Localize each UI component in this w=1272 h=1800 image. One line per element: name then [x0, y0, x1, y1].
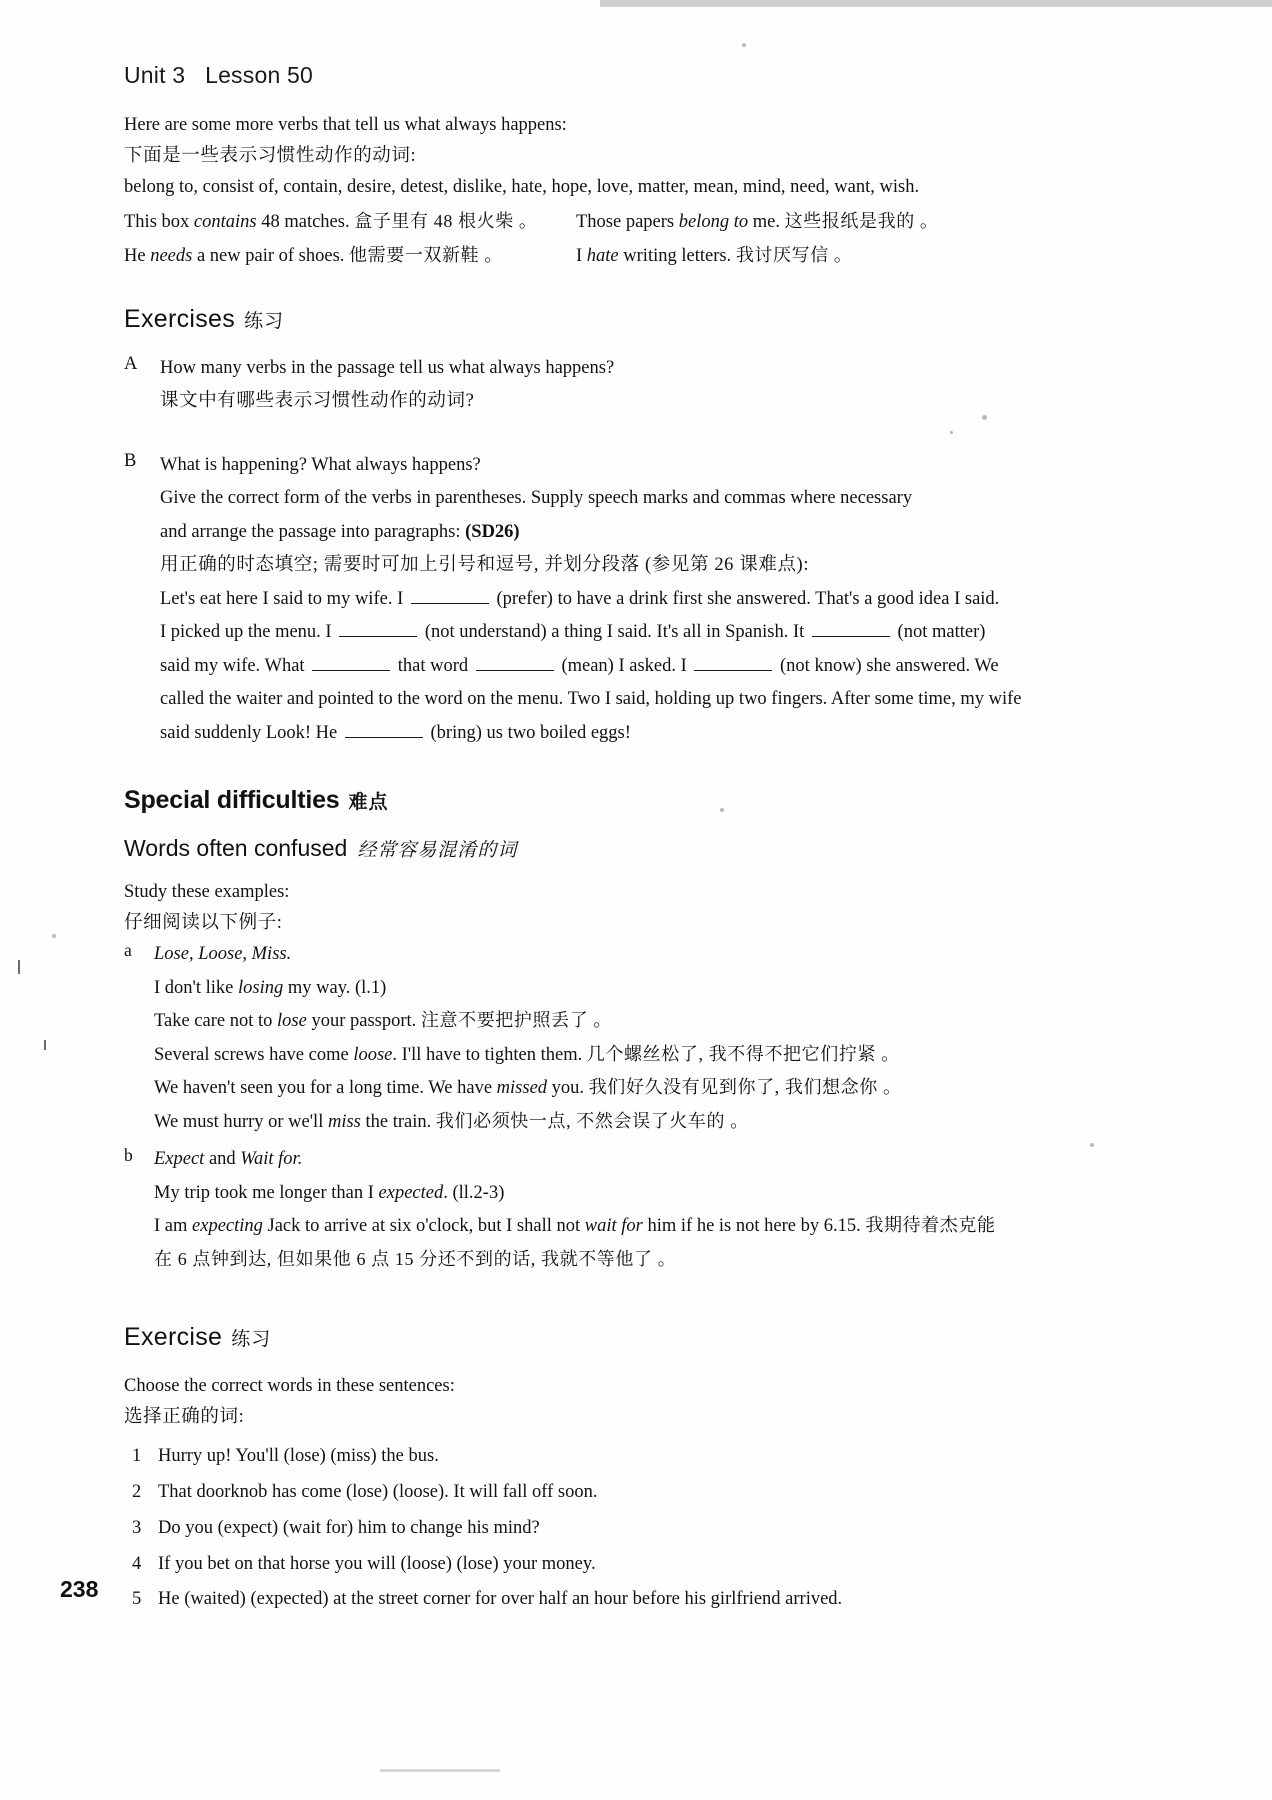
scan-speck-5: [1090, 1143, 1094, 1147]
exercise-question: [124, 1551, 1054, 1579]
cloze-text: (bring) us two boiled eggs!: [425, 722, 631, 743]
sentence-emphasis: expected: [378, 1182, 444, 1203]
words-often-confused-cn: 经常容易混淆的词: [357, 840, 518, 862]
cloze-text: (not matter): [892, 622, 986, 643]
question-text: That doorknob has come (lose) (loose). It will fall off soon.: [158, 1482, 598, 1503]
question-text: Do you (expect) (wait for) him to change his mind?: [158, 1517, 540, 1538]
sentence-text: We must hurry or we'll: [154, 1111, 328, 1132]
scan-artifact-bottom-edge: [380, 1769, 500, 1772]
example-sentence: [154, 1212, 1054, 1240]
cloze-blank[interactable]: [812, 621, 890, 638]
scan-artifact-top-edge: [600, 0, 1272, 7]
page-number: 238: [60, 1576, 99, 1602]
cloze-text: said suddenly Look! He: [160, 722, 342, 743]
example-translation: 我讨厌写信 。: [735, 245, 853, 266]
group-title-emphasis: Expect: [154, 1149, 205, 1170]
exercise-heading-cn: 练习: [231, 1329, 272, 1351]
sentence-text: Several screws have come: [154, 1044, 354, 1065]
sentence-emphasis: expecting: [192, 1216, 263, 1237]
example-translation: 他需要一双新鞋 。: [349, 245, 503, 266]
exercises-heading-cn: 练习: [244, 310, 285, 332]
exercise-question: [124, 1479, 1054, 1507]
group-title-emphasis: Lose, Loose, Miss.: [154, 944, 292, 965]
sentence-translation: 我期待着杰克能: [865, 1215, 996, 1236]
exercise-b-instruction-line2: [160, 518, 1054, 546]
group-title-text: and: [204, 1149, 241, 1170]
question-text: He (waited) (expected) at the street corner for over half an hour before his girlfriend arrived.: [158, 1589, 843, 1610]
cloze-text: said my wife. What: [160, 655, 310, 676]
example-text: He: [124, 246, 151, 267]
example-right-1: [576, 208, 1054, 237]
sentence-text: . (ll.2-3): [443, 1182, 505, 1203]
cloze-text: (not know) she answered. We: [775, 655, 999, 676]
sentence-emphasis: loose: [353, 1044, 393, 1065]
cloze-blank[interactable]: [312, 654, 390, 671]
sentence-text: We haven't seen you for a long time. We have: [154, 1078, 497, 1099]
group-marker: b: [124, 1145, 133, 1166]
example-sentence: [154, 1007, 1054, 1035]
example-sentence: [154, 1246, 1054, 1274]
exercise-question: [124, 1443, 1054, 1471]
exercises-heading-en: Exercises: [124, 304, 236, 333]
verb-list: belong to, consist of, contain, desire, detest, dislike, hate, hope, love, matter, mean, mind, need, want, wish.: [124, 177, 920, 198]
group-title: [154, 940, 1054, 968]
exercise-b-chinese: 用正确的时态填空; 需要时可加上引号和逗号, 并划分段落 (参见第 26 课难点):: [160, 555, 810, 576]
sentence-text: I am: [154, 1216, 193, 1237]
example-sentence: [154, 1179, 1054, 1207]
cloze-text: (not understand) a thing I said. It's all in Spanish. It: [420, 622, 809, 643]
example-translation: 盒子里有 48 根火柴 。: [354, 211, 538, 232]
cloze-line: [160, 652, 1054, 680]
instruction-text: and arrange the passage into paragraphs:: [160, 521, 466, 542]
exercise-heading-en: Exercise: [124, 1323, 223, 1352]
sentence-text: your passport.: [306, 1011, 421, 1032]
sentence-text: My trip took me longer than I: [154, 1182, 379, 1203]
example-sentence: [154, 1041, 1054, 1069]
sentence-emphasis: miss: [327, 1111, 361, 1132]
exercise-marker-a: A: [124, 353, 138, 374]
sentence-text: him if he is not here by 6.15.: [642, 1216, 866, 1237]
exercise-heading: [124, 1323, 1054, 1352]
example-text: This box: [124, 212, 194, 233]
lesson-label: Lesson 50: [205, 62, 314, 88]
example-left-1: [124, 208, 576, 237]
question-number: 4: [132, 1553, 142, 1574]
sentence-translation: 我们好久没有见到你了, 我们想念你 。: [588, 1077, 902, 1098]
sentence-emphasis: missed: [496, 1078, 548, 1099]
exercise-b-question: What is happening? What always happens?: [160, 454, 481, 475]
example-translation: 这些报纸是我的 。: [784, 211, 939, 232]
example-text: I: [576, 246, 587, 267]
sentence-text: the train.: [360, 1111, 436, 1132]
exercise-item-b: [124, 451, 1054, 752]
page-header: [124, 62, 1054, 89]
group-marker: a: [124, 940, 132, 961]
example-text: writing letters.: [618, 246, 736, 267]
page-content: [124, 62, 1054, 1622]
cloze-blank[interactable]: [476, 654, 554, 671]
example-text: Those papers: [576, 212, 679, 233]
scan-speck-1: [742, 43, 746, 47]
example-row-1: [124, 208, 1054, 237]
sentence-translation: 我们必须快一点, 不然会误了火车的 。: [435, 1110, 749, 1131]
confused-word-group: [124, 940, 1054, 1141]
cloze-line: [160, 719, 1054, 747]
intro-english: Here are some more verbs that tell us what always happens:: [124, 115, 567, 135]
question-number: 5: [132, 1589, 142, 1610]
group-title-emphasis: Wait for.: [240, 1149, 303, 1170]
intro-chinese: 下面是一些表示习惯性动作的动词:: [124, 146, 417, 167]
cloze-line: [160, 585, 1054, 613]
example-emphasis: needs: [150, 246, 193, 267]
exercise-instruction-chinese: 选择正确的词:: [124, 1407, 245, 1428]
exercise-item-a: [124, 354, 1054, 421]
exercise-body-a: [160, 354, 1054, 421]
exercise-instruction-english: Choose the correct words in these sentences:: [124, 1376, 455, 1397]
sentence-text: Jack to arrive at six o'clock, but I shall not: [262, 1216, 585, 1237]
sentence-translation: 注意不要把护照丢了 。: [420, 1010, 613, 1031]
sentence-emphasis: lose: [277, 1011, 307, 1032]
sentence-emphasis: losing: [238, 977, 284, 998]
cloze-passage: [160, 585, 1054, 747]
group-title: [154, 1145, 1054, 1173]
cloze-text: (prefer) to have a drink first she answered. That's a good idea I said.: [491, 588, 1000, 609]
cloze-text: that word: [393, 655, 473, 676]
special-difficulties-heading: [124, 786, 1054, 815]
sentence-text: . I'll have to tighten them.: [392, 1044, 587, 1065]
exercise-b-instruction-line1: Give the correct form of the verbs in parentheses. Supply speech marks and commas where necessary: [160, 488, 913, 509]
cloze-text: I picked up the menu. I: [160, 622, 337, 643]
question-text: If you bet on that horse you will (loose) (lose) your money.: [158, 1553, 596, 1574]
example-row-2: [124, 242, 1054, 271]
exercise-question: [124, 1586, 1054, 1614]
unit-label: Unit 3: [124, 62, 186, 88]
study-examples-chinese: 仔细阅读以下例子:: [124, 913, 283, 934]
cloze-blank[interactable]: [339, 621, 417, 638]
example-right-2: [576, 242, 1054, 271]
sentence-translation: 几个螺丝松了, 我不得不把它们拧紧 。: [586, 1043, 900, 1064]
group-body: [154, 1145, 1054, 1279]
example-emphasis: belong to: [678, 212, 749, 233]
example-text: a new pair of shoes.: [192, 246, 350, 267]
cloze-text: Let's eat here I said to my wife. I: [160, 588, 408, 609]
cloze-blank[interactable]: [694, 654, 772, 671]
exercises-heading: [124, 305, 1054, 334]
question-number: 2: [132, 1482, 142, 1503]
study-examples-english: Study these examples:: [124, 882, 290, 903]
sentence-text: I don't like: [154, 977, 238, 998]
special-difficulties-heading-en: Special difficulties: [124, 786, 340, 815]
words-often-confused-heading: [124, 835, 1054, 862]
example-left-2: [124, 242, 576, 271]
group-body: [154, 940, 1054, 1141]
scan-artifact-left-tick-2: [44, 1040, 46, 1050]
sentence-text: my way. (l.1): [283, 977, 387, 998]
example-emphasis: contains: [193, 212, 257, 233]
sentence-text: Take care not to: [154, 1011, 278, 1032]
words-often-confused-en: Words often confused: [124, 835, 348, 862]
sd-reference: (SD26): [465, 521, 520, 542]
example-sentence: [154, 1108, 1054, 1136]
question-number: 1: [132, 1446, 142, 1467]
exercise-question-list: [124, 1443, 1054, 1614]
cloze-text: called the waiter and pointed to the word on the menu. Two I said, holding up two fingers. After some time, my wife: [160, 689, 1022, 710]
question-text: Hurry up! You'll (lose) (miss) the bus.: [158, 1446, 439, 1467]
question-number: 3: [132, 1517, 142, 1538]
confused-word-group: [124, 1145, 1054, 1279]
example-text: me.: [748, 212, 785, 233]
exercise-question: [124, 1515, 1054, 1543]
exercise-body-b: [160, 451, 1054, 752]
example-sentence: [154, 1074, 1054, 1102]
special-difficulties-heading-cn: 难点: [348, 792, 389, 814]
sentence-text: you.: [547, 1078, 589, 1099]
sentence-translation: 在 6 点钟到达, 但如果他 6 点 15 分还不到的话, 我就不等他了 。: [154, 1248, 677, 1269]
example-sentence: [154, 974, 1054, 1002]
cloze-blank[interactable]: [411, 587, 489, 604]
exercise-marker-b: B: [124, 450, 137, 471]
scan-speck-6: [52, 934, 56, 938]
spacer: [124, 425, 1054, 451]
example-text: 48 matches.: [256, 212, 355, 233]
exercise-a-chinese: 课文中有哪些表示习惯性动作的动词?: [160, 391, 475, 412]
exercise-a-english: How many verbs in the passage tell us what always happens?: [160, 357, 615, 378]
example-emphasis: hate: [586, 246, 619, 267]
scan-artifact-left-tick-1: [18, 960, 20, 974]
cloze-line: [160, 685, 1054, 713]
sentence-emphasis: wait for: [584, 1216, 643, 1237]
cloze-blank[interactable]: [345, 721, 423, 738]
confused-word-groups: [124, 940, 1054, 1279]
cloze-line: [160, 618, 1054, 646]
cloze-text: (mean) I asked. I: [556, 655, 692, 676]
